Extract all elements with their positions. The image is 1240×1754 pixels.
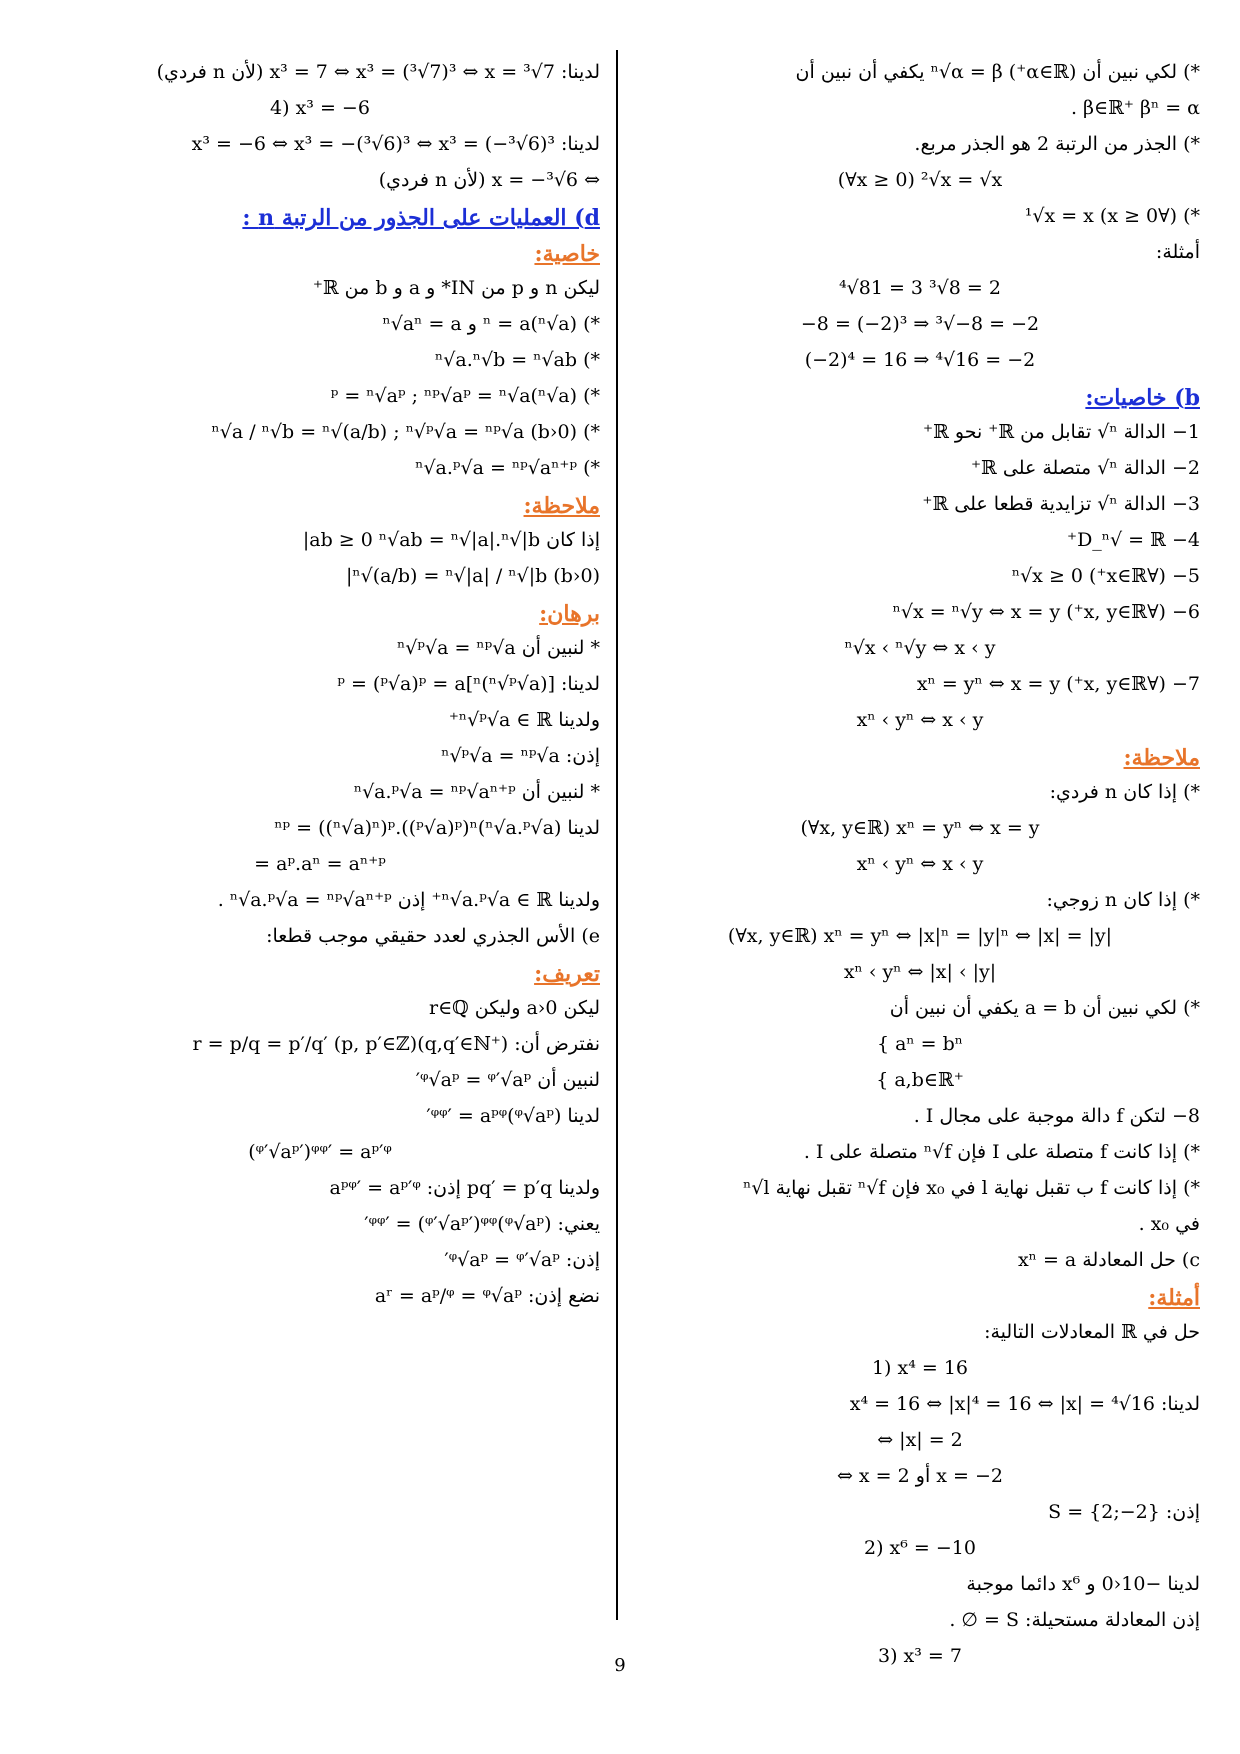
text-line: 3) x³ = 7: [878, 1645, 962, 1667]
section-label-text: خاصية:: [534, 241, 600, 267]
text-line: 4) x³ = −6: [270, 97, 370, 119]
text-line: { aⁿ = bⁿ: [876, 1033, 964, 1055]
text-line: 1− الدالة ⁿ√ تقابل من ℝ⁺ نحو ℝ⁺: [923, 421, 1200, 443]
text-line: *) الجذر من الرتبة 2 هو الجذر مربع.: [914, 133, 1200, 155]
text-line: نفترض أن: r = p/q = p′/q′ (p, p′∈ℤ)(q,q′∈ℕ⁺): [192, 1033, 600, 1055]
text-line: 2− الدالة ⁿ√ متصلة على ℝ⁺: [970, 457, 1200, 479]
text-line: c) حل المعادلة xⁿ = a: [1017, 1249, 1200, 1271]
text-line: (∀x ≥ 0) ²√x = √x: [837, 169, 1003, 191]
text-line: *) (b›0) ⁿ√a / ⁿ√b = ⁿ√(a/b) ; ⁿ√ᵖ√a = ⁿᵖ√a: [211, 421, 600, 443]
text-line: 2) x⁶ = −10: [864, 1537, 976, 1559]
section-label: [40, 492, 600, 528]
text-line: ليكن a›0 وليكن r∈ℚ: [429, 997, 600, 1019]
text-line: *) (ⁿ√a)ⁿ = a و ⁿ√aⁿ = a: [382, 313, 600, 335]
text-line: 6− (∀x, y∈ℝ⁺) ⁿ√x = ⁿ√y ⇔ x = y: [892, 601, 1200, 623]
text-line: نضع إذن: aʳ = aᵖ/ᵠ = ᵠ√aᵖ: [374, 1285, 600, 1307]
section-label-text: تعريف:: [534, 961, 600, 987]
text-line: *) إذا كان n فردي:: [1049, 781, 1200, 803]
text-line: ولدينا ⁿ√a.ᵖ√a ∈ ℝ⁺ إذن ⁿ√a.ᵖ√a = ⁿᵖ√aⁿ⁺ᵖ .: [217, 889, 600, 911]
text-line: إذن: ᵠ√aᵖ = ᵠ′√aᵖ′: [444, 1249, 600, 1271]
text-line: xⁿ ‹ yⁿ ⇔ x ‹ y: [856, 709, 984, 731]
text-line: لنبين أن ᵠ√aᵖ = ᵠ′√aᵖ′: [415, 1069, 600, 1091]
text-line: (ᵠ′√aᵖ′)ᵠᵠ′ = aᵖ′ᵠ: [248, 1141, 392, 1163]
text-line: 1) x⁴ = 16: [871, 1357, 969, 1379]
text-line: e) الأس الجذري لعدد حقيقي موجب قطعا:: [266, 925, 600, 947]
text-line: 4− D_ⁿ√ = ℝ⁺: [1067, 529, 1200, 551]
text-line: لدينا: x⁴ = 16 ⇔ |x|⁴ = 16 ⇔ |x| = ⁴√16: [849, 1393, 1200, 1415]
text-line: *) لكي نبين أن a = b يكفي أن نبين أن: [889, 997, 1200, 1019]
text-line: لدينا (ᵠ√aᵖ)ᵠᵠ′ = aᵖᵠ′: [426, 1105, 600, 1127]
text-line: 3− الدالة ⁿ√ تزايدية قطعا على ℝ⁺: [922, 493, 1200, 515]
section-heading-text: d) العمليات على الجذور من الرتبة n :: [242, 205, 600, 231]
text-line: { a,b∈ℝ⁺: [876, 1069, 964, 1091]
text-line: إذن: S = {2;−2}: [1048, 1501, 1200, 1523]
section-label: [640, 1284, 1200, 1320]
text-line: ولدينا ⁿ√ᵖ√a ∈ ℝ⁺: [448, 709, 600, 731]
page-number: 9: [614, 1655, 626, 1676]
text-line: *) (ⁿ√a)ᵖ = ⁿ√aᵖ ; ⁿᵖ√aᵖ = ⁿ√a: [330, 385, 600, 407]
section-label: [640, 744, 1200, 780]
left-column: [40, 60, 600, 1320]
section-heading: [40, 204, 600, 240]
text-line: ⁴√81 = 3 ³√8 = 2: [839, 277, 1001, 299]
section-label-text: ملاحظة:: [523, 493, 600, 519]
text-line: إذن المعادلة مستحيلة: S = ∅ .: [949, 1609, 1200, 1631]
text-line: −8 = (−2)³ ⇒ ³√−8 = −2: [800, 313, 1040, 335]
text-line: *) ⁿ√a.ⁿ√b = ⁿ√ab: [435, 349, 600, 371]
section-label-text: أمثلة:: [1148, 1285, 1200, 1311]
text-line: (∀x, y∈ℝ) xⁿ = yⁿ ⇔ x = y: [800, 817, 1040, 839]
text-line: β∈ℝ⁺ βⁿ = α .: [1070, 97, 1200, 119]
section-label: [40, 240, 600, 276]
column-divider: [616, 50, 618, 1620]
text-line: لدينا: x³ = 7 ⇔ x³ = (³√7)³ ⇔ x = ³√7 (لأن n فردي): [156, 61, 600, 83]
right-column: [640, 60, 1200, 1680]
text-line: = aᵖ.aⁿ = aⁿ⁺ᵖ: [254, 853, 386, 875]
text-line: يعني: (ᵠ√aᵖ)ᵠᵠ′ = (ᵠ′√aᵖ′)ᵠᵠ′: [364, 1213, 600, 1235]
text-line: ليكن n و p من IN* و a و b من ℝ⁺: [312, 277, 600, 299]
text-line: لدينا (ⁿ√a.ᵖ√a)ⁿᵖ = ((ⁿ√a)ⁿ)ᵖ.((ᵖ√a)ᵖ)ⁿ: [274, 817, 600, 839]
text-line: 7− (∀x, y∈ℝ⁺) xⁿ = yⁿ ⇔ x = y: [916, 673, 1200, 695]
text-line: 5− (∀x∈ℝ⁺) ⁿ√x ≥ 0: [1011, 565, 1200, 587]
text-line: *) ⁿ√a.ᵖ√a = ⁿᵖ√aⁿ⁺ᵖ: [415, 457, 600, 479]
section-label: [40, 960, 600, 996]
text-line: xⁿ ‹ yⁿ ⇔ x ‹ y: [856, 853, 984, 875]
text-line: إذا كان ab ≥ 0 ⁿ√ab = ⁿ√|a|.ⁿ√|b|: [302, 529, 600, 551]
text-line: *) إذا كانت f متصلة على I فإن ⁿ√f متصلة على I .: [803, 1141, 1200, 1163]
text-line: ⁿ√x ‹ ⁿ√y ⇔ x ‹ y: [844, 637, 996, 659]
text-line: لدينا: [(ⁿ√ᵖ√a)ⁿ]ᵖ = (ᵖ√a)ᵖ = a: [337, 673, 600, 695]
section-heading: [640, 384, 1200, 420]
text-line: *) إذا كان n زوجي:: [1046, 889, 1200, 911]
text-line: * لنبين أن ⁿ√a.ᵖ√a = ⁿᵖ√aⁿ⁺ᵖ: [353, 781, 600, 803]
text-line: *) إذا كانت f ب تقبل نهاية l في x₀ فإن ⁿ√f تقبل نهاية ⁿ√l: [743, 1177, 1200, 1199]
text-line: ⇔ |x| = 2: [877, 1429, 963, 1451]
section-label: [40, 600, 600, 636]
text-line: أمثلة:: [1155, 241, 1200, 263]
text-line: في x₀ .: [1138, 1213, 1200, 1235]
text-line: * لنبين أن ⁿ√ᵖ√a = ⁿᵖ√a: [397, 637, 600, 659]
text-line: (−2)⁴ = 16 ⇒ ⁴√16 = −2: [804, 349, 1036, 371]
text-line: (b›0) ⁿ√(a/b) = ⁿ√|a| / ⁿ√|b|: [345, 565, 600, 587]
text-line: xⁿ ‹ yⁿ ⇔ |x| ‹ |y|: [843, 961, 997, 983]
text-line: إذن: ⁿ√ᵖ√a = ⁿᵖ√a: [441, 745, 600, 767]
text-line: ⇔ x = 2 أو x = −2: [836, 1465, 1004, 1487]
text-line: لدينا: x³ = −6 ⇔ x³ = −(³√6)³ ⇔ x³ = (−³√6)³: [191, 133, 600, 155]
text-line: لدينا −10‹0 و x⁶ دائما موجبة: [966, 1573, 1200, 1595]
text-line: ⇔ x = −³√6 (لأن n فردي): [378, 169, 600, 191]
section-heading-text: b) خاصيات:: [1085, 385, 1200, 411]
text-line: (∀x, y∈ℝ) xⁿ = yⁿ ⇔ |x|ⁿ = |y|ⁿ ⇔ |x| = |y|: [727, 925, 1113, 947]
text-line: ولدينا pq′ = p′q إذن: aᵖᵠ′ = aᵖ′ᵠ: [329, 1177, 600, 1199]
text-line: 8− لتكن f دالة موجبة على مجال I .: [913, 1105, 1200, 1127]
text-line: *) لكي نبين أن (α∈ℝ⁺) ⁿ√α = β يكفي أن نبين أن: [795, 61, 1200, 83]
text-line: *) (∀x ≥ 0) ¹√x = x: [1024, 205, 1200, 227]
section-label-text: ملاحظة:: [1123, 745, 1200, 771]
section-label-text: برهان:: [539, 601, 600, 627]
text-line: حل في ℝ المعادلات التالية:: [984, 1321, 1200, 1343]
